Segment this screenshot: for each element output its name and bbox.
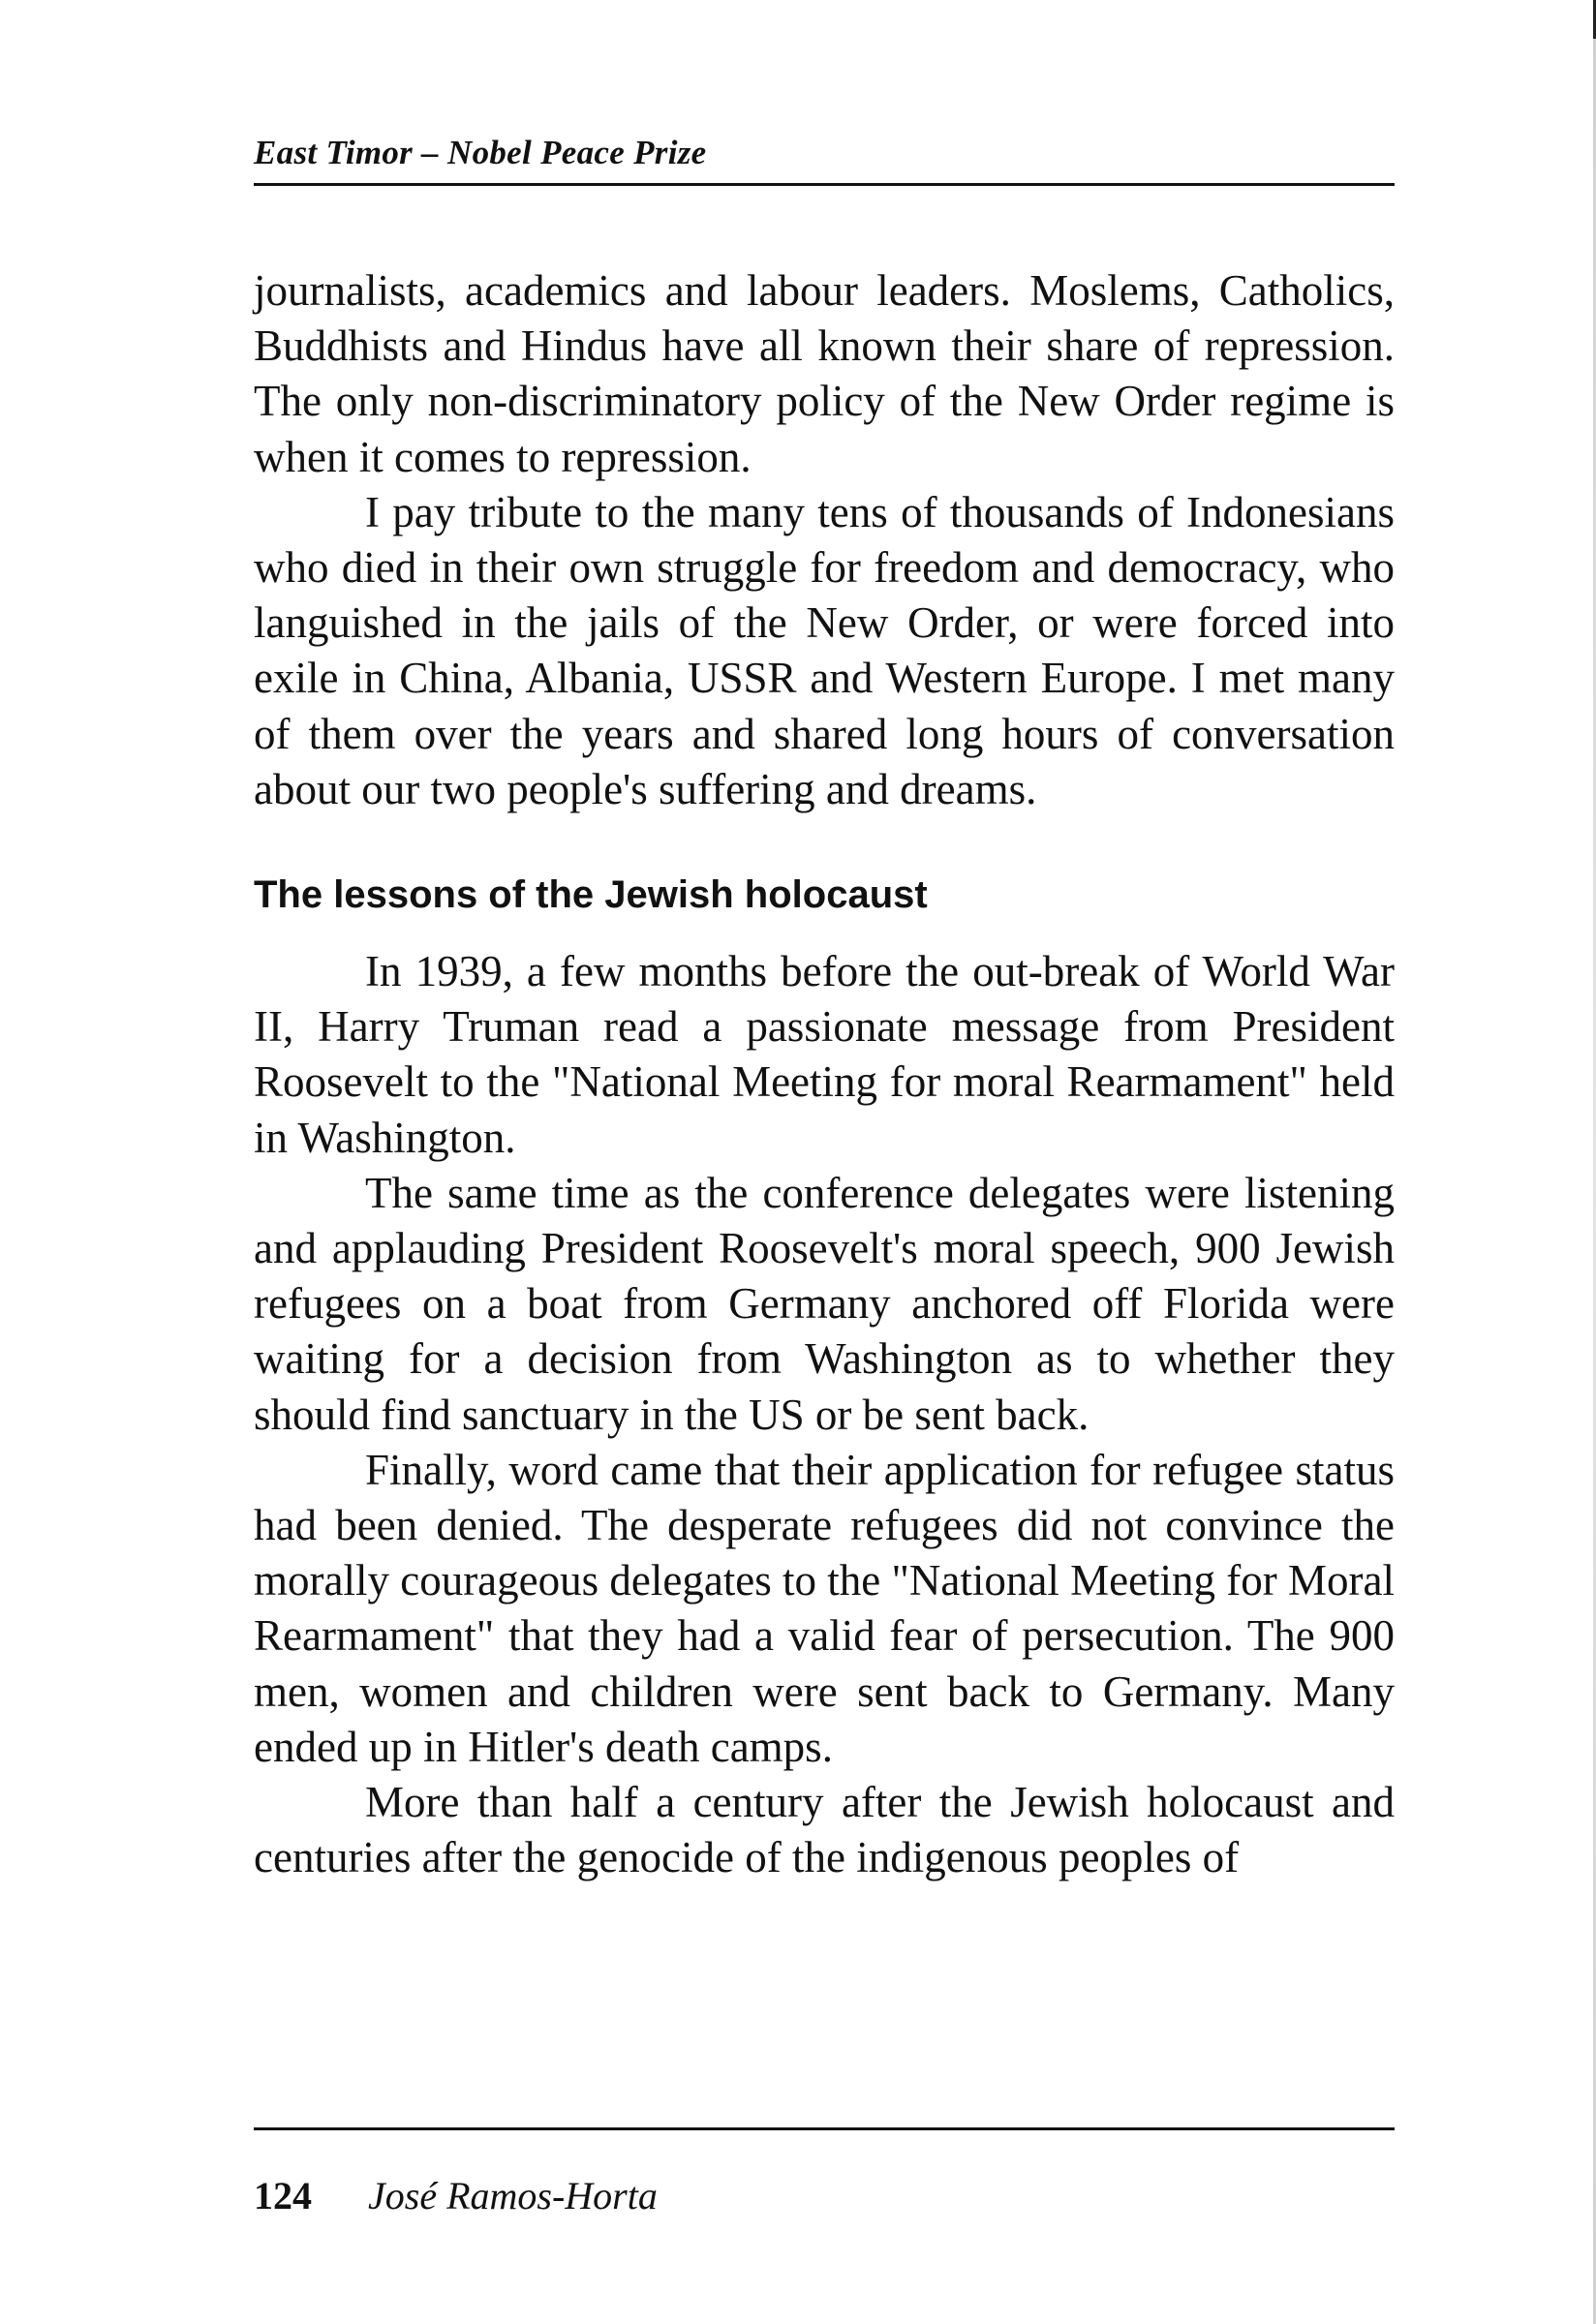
footer-author: José Ramos-Horta [368, 2174, 658, 2217]
paragraph-refugees-boat: The same time as the conference delegates were listening and applauding President Roosevelt's moral speech, 900 Jewish refugees on a boat from Germany anchored off Florida were waiting for a decision from Washington as to whether they should find sanctuary in the US or be sent back. [254, 1168, 1395, 1439]
section-heading: The lessons of the Jewish holocaust [254, 873, 928, 917]
paragraph-continuation: journalists, academics and labour leaders. Moslems, Catholics, Buddhists and Hindus have all known their share of repression. The only non-discriminatory policy of the New Order regime is when it comes to repression. [254, 266, 1395, 481]
body-text [254, 263, 1395, 1885]
page-footer [254, 2173, 658, 2218]
paragraph-tribute: I pay tribute to the many tens of thousands of Indonesians who died in their own struggle for freedom and democracy, who languished in the jails of the New Order, or were forced into exile in China, Albania, USSR and Western Europe. I met many of them over the years and shared long hours of conversation about our two people's suffering and dreams. [254, 487, 1395, 813]
page-number: 124 [254, 2174, 312, 2217]
book-page [254, 0, 1395, 2324]
paragraph-1939: In 1939, a few months before the out-break of World War II, Harry Truman read a passionate message from President Roosevelt to the "National Meeting for moral Rearmament" held in Washington. [254, 947, 1395, 1162]
footer-rule [254, 2127, 1395, 2130]
header-rule [254, 183, 1395, 186]
running-header-title: East Timor – Nobel Peace Prize [254, 134, 707, 171]
paragraph-half-century: More than half a century after the Jewish holocaust and centuries after the genocide of the indigenous peoples of [254, 1778, 1395, 1882]
paragraph-status-denied: Finally, word came that their application for refugee status had been denied. The desperate refugees did not convince the morally courageous delegates to the "National Meeting for Moral Rearmament" that they had a valid fear of persecution. The 900 men, women and children were sent back to Germany. Many ended up in Hitler's death camps. [254, 1445, 1395, 1771]
